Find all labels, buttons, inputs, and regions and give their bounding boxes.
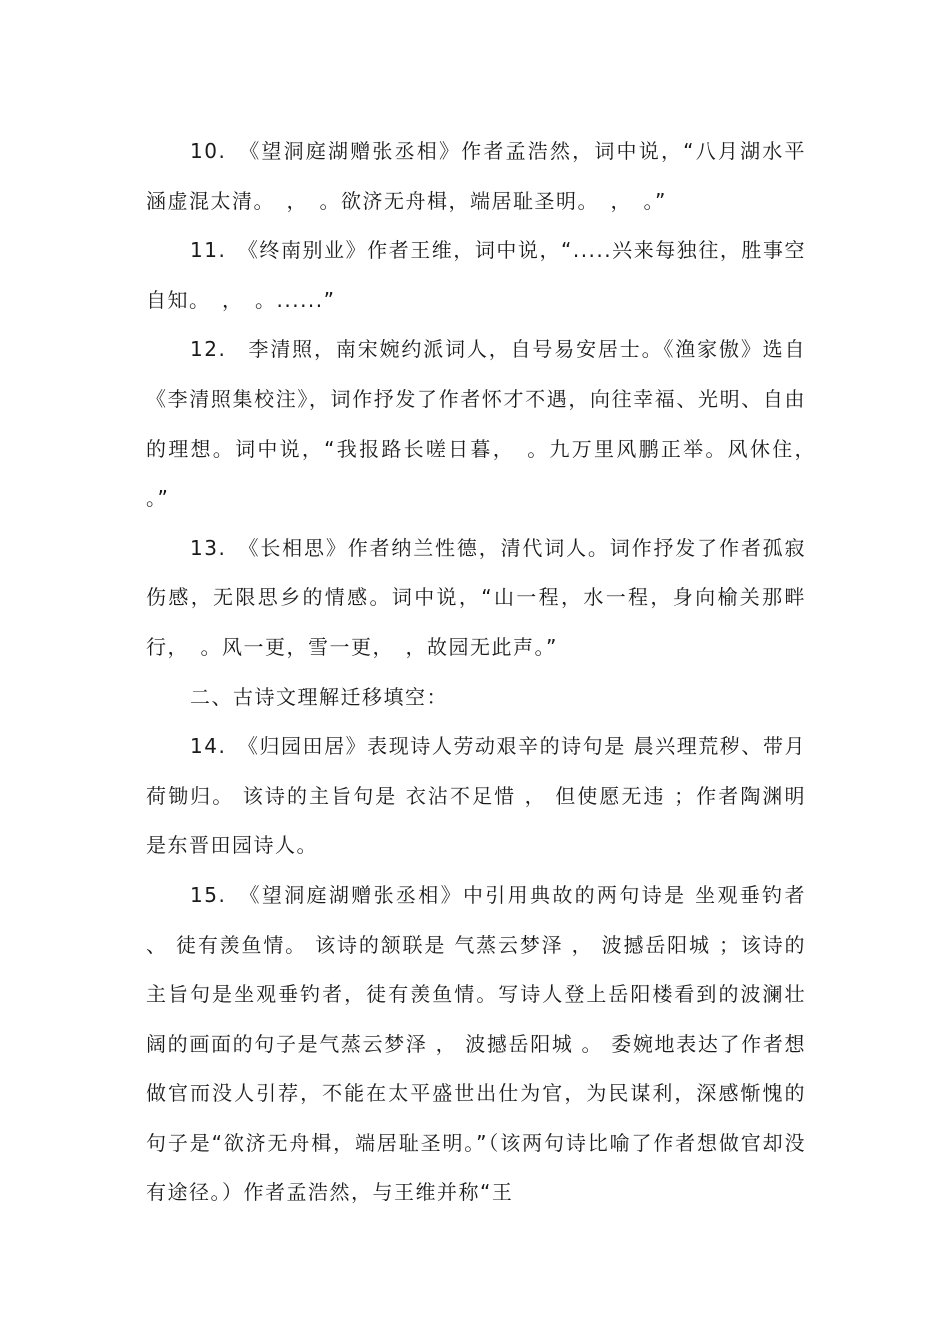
section-heading: 二、古诗文理解迁移填空： bbox=[190, 684, 448, 709]
paragraph-q10: 10. 《望洞庭湖赠张丞相》作者孟浩然，词中说，“八月湖水平涵虚混太清。 ， 。欲济无舟楫，端居耻圣明。 ， 。” bbox=[146, 139, 806, 213]
paragraph-q12: 12. 李清照，南宋婉约派词人，自号易安居士。《渔家傲》选自《李清照集校注》，词作抒发了作者怀才不遇，向往幸福、光明、自由的理想。词中说，“我报路长嗟日暮， 。九万里风鹏正举。风休住， 。” bbox=[146, 337, 828, 511]
paragraph-q15: 15. 《望洞庭湖赠张丞相》中引用典故的两句诗是 坐观垂钓者 、 徒有羡鱼情。 该诗的颔联是 气蒸云梦泽 ， 波撼岳阳城 ；该诗的主旨句是坐观垂钓者，徒有羡鱼情。写诗人登上岳阳楼看到的波澜壮阔的画面的句子是气蒸云梦泽 ， 波撼岳阳城 。 委婉地表达了作者想做官而没人引荐，不能在太平盛世出仕为官，为民谋利，深感惭愧的句子是“欲济无舟楫，端居耻圣明。”（该两句诗比喻了作者想做官却没有途径。）作者孟浩然，与王维并称“王 bbox=[146, 882, 814, 1205]
paragraph-q11: 11. 《终南别业》作者王维，词中说，“.....兴来每独往，胜事空自知。 ， 。......” bbox=[146, 238, 806, 312]
paragraph-q13: 13. 《长相思》作者纳兰性德，清代词人。词作抒发了作者孤寂伤感，无限思乡的情感。词中说，“山一程，水一程，身向榆关那畔行， 。风一更，雪一更， ，故园无此声。” bbox=[146, 535, 806, 659]
paragraph-q14: 14. 《归园田居》表现诗人劳动艰辛的诗句是 晨兴理荒秽、带月荷锄归。 该诗的主旨句是 衣沾不足惜 ， 但使愿无违 ；作者陶渊明是东晋田园诗人。 bbox=[146, 734, 806, 858]
document-body bbox=[146, 127, 828, 1218]
